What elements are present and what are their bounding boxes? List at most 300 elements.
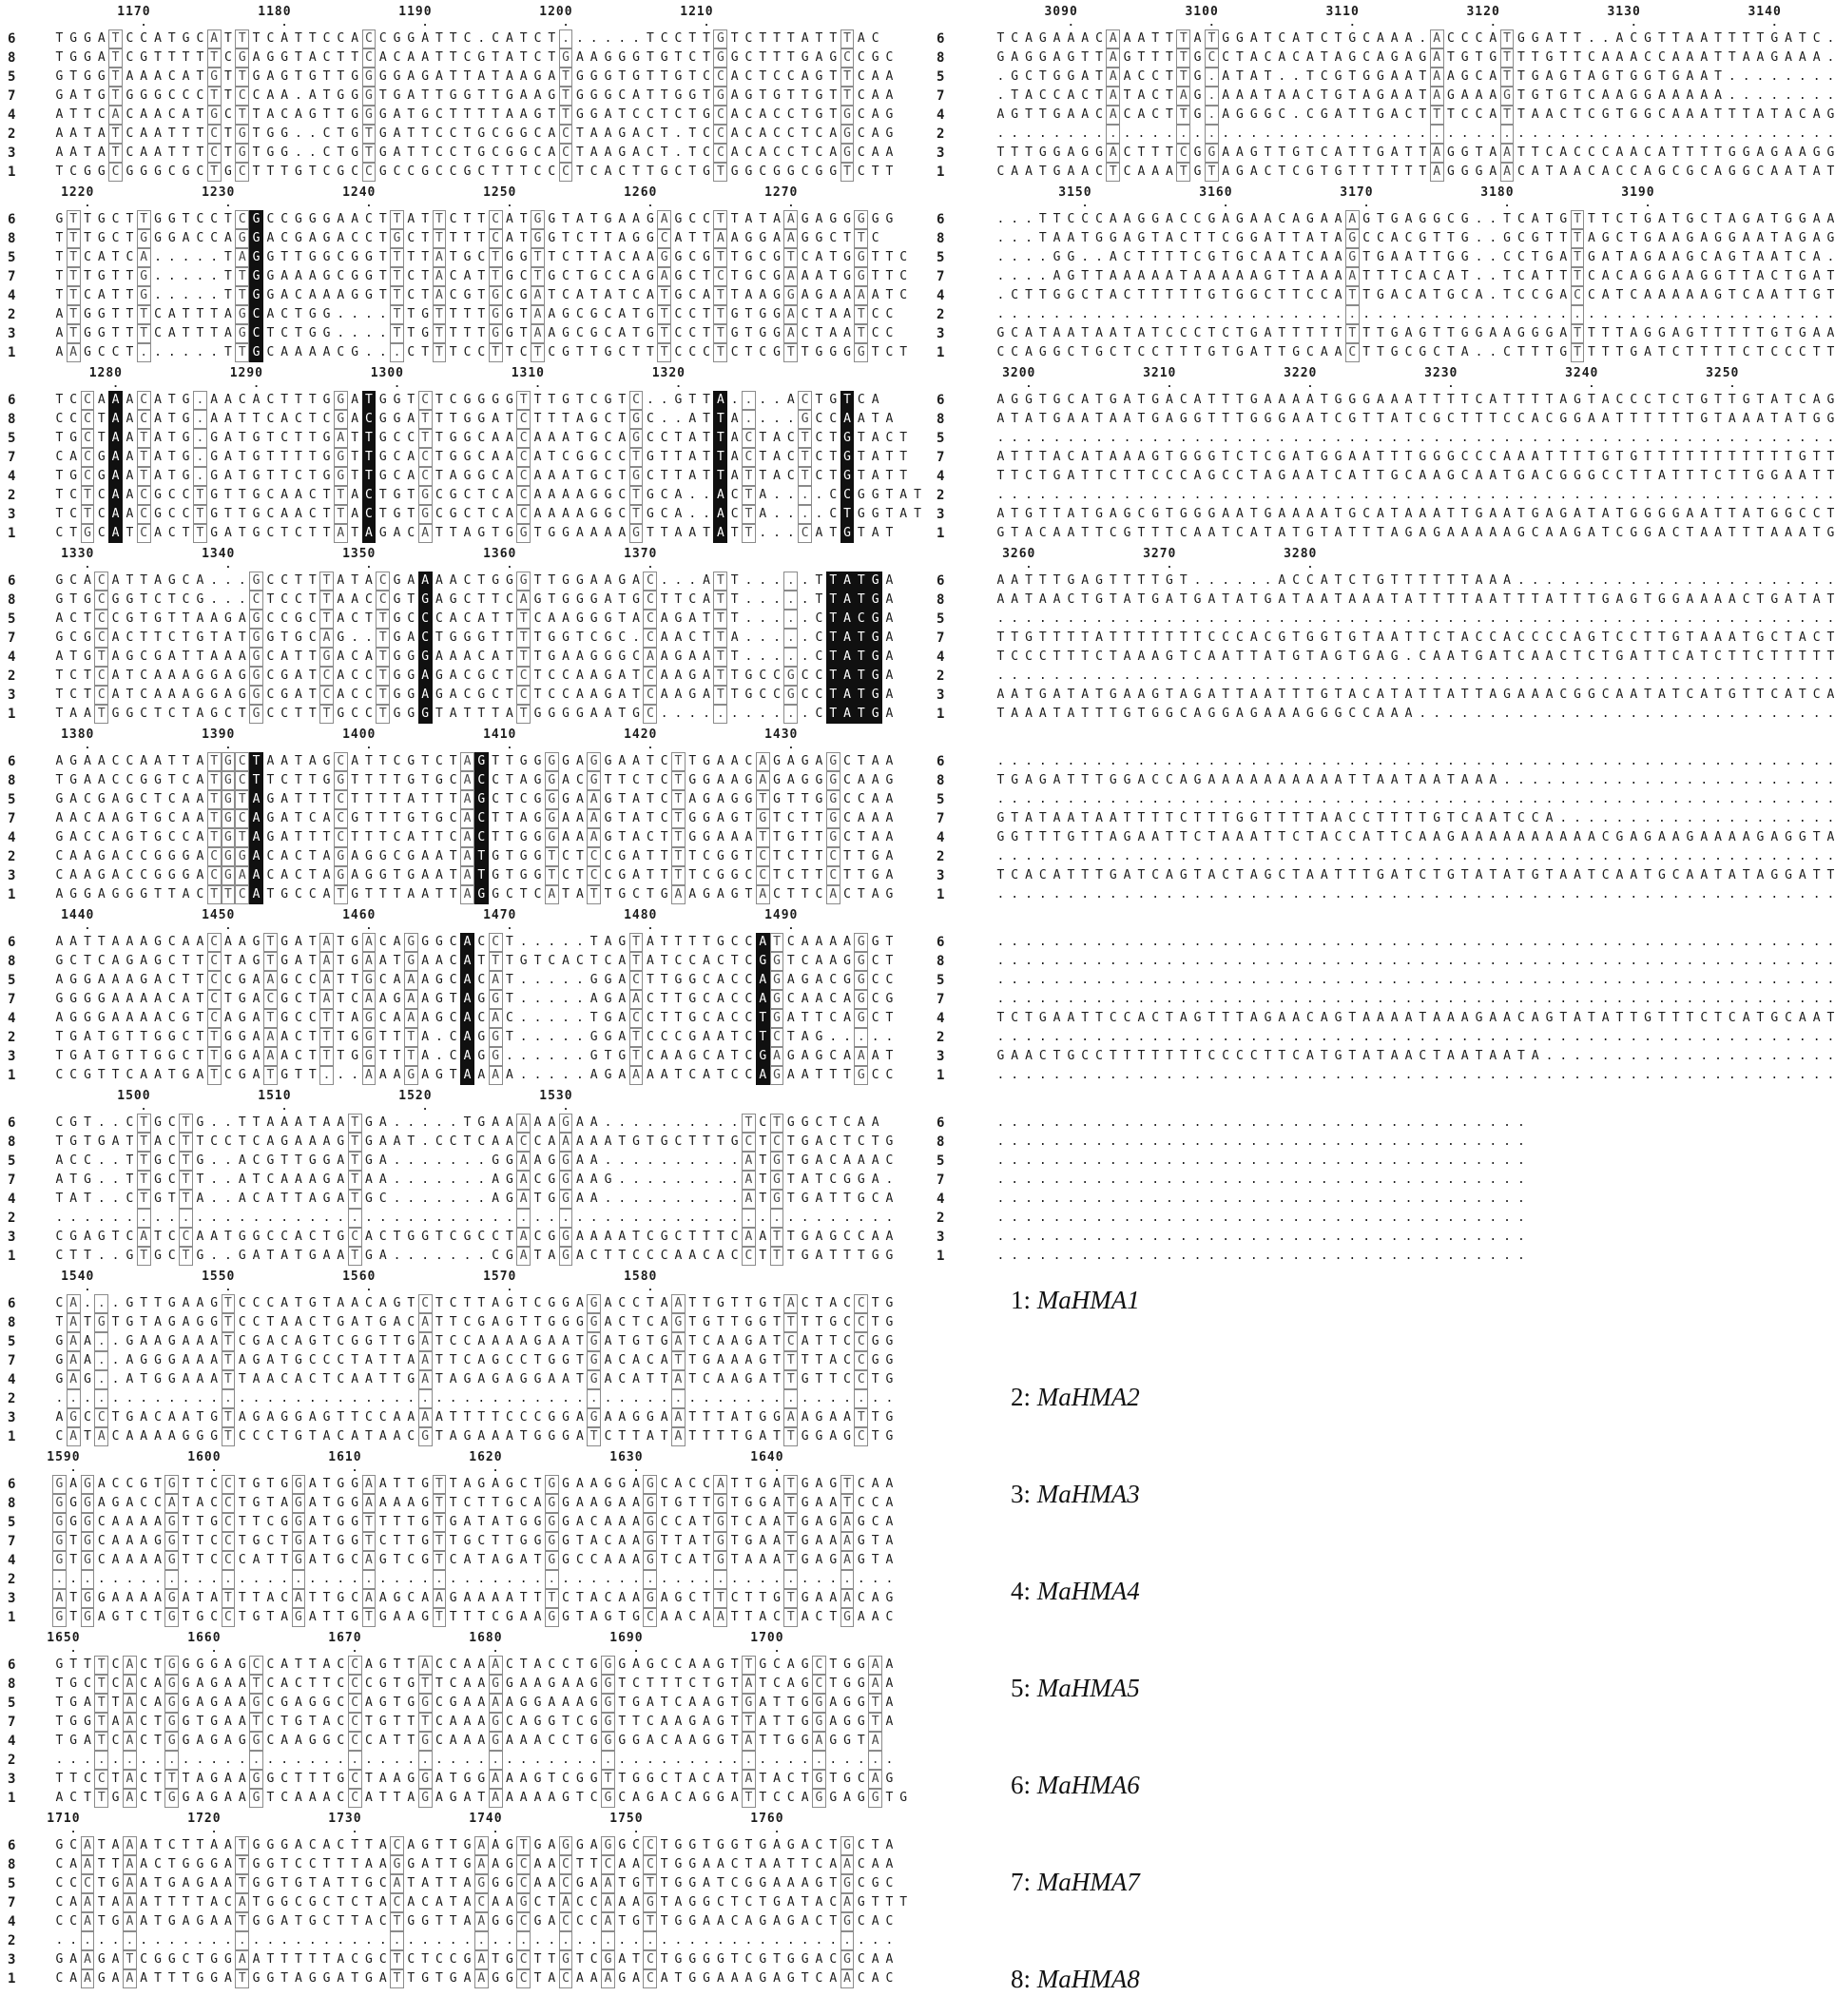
sequence-row-label: 8 <box>937 50 945 66</box>
sequence-row: T C T C A T C A A A G G A G G C G A T C A C C T G G A G A C G C T C T C C A A G A T C A A G A T T G C C G C C T A T G A <box>52 667 897 686</box>
ruler-tick: . <box>1025 558 1033 571</box>
sequence-row: A C T T G A C T G G A G A A G T C A A A C C A T T A G A G A T A A A A A G T C G C A G A C A G G A T T C C A G G A G G T G <box>52 1789 911 1808</box>
sequence-row-label: 8 <box>8 1496 16 1511</box>
sequence-row-label: 4 <box>8 288 16 303</box>
ruler-tick: . <box>365 739 373 751</box>
sequence-row-label: 5 <box>937 792 945 807</box>
sequence-row-label: 4 <box>8 1192 16 1207</box>
sequence-row-label: 8 <box>8 50 16 66</box>
ruler-label: 3170 <box>1340 185 1374 200</box>
sequence-row: C A . . . G T T G A A G T C C C A T G T A A C A G T C T C T T A G T C G G A G A C C T A A T T G T T G T A C T A C C T G <box>52 1294 897 1313</box>
sequence-row: . . . . . . . . . . . . . . . . . . . . . . . . . . . . . . . . . . . . . . <box>996 1134 1525 1149</box>
sequence-row-label: 5 <box>937 611 945 627</box>
sequence-row-label: 5 <box>8 250 16 265</box>
sequence-row-label: 3 <box>937 145 945 161</box>
ruler-label: 1700 <box>750 1631 784 1645</box>
sequence-row-label: 7 <box>937 630 945 646</box>
ruler-tick: . <box>351 1823 358 1835</box>
sequence-row-label: 6 <box>8 573 16 589</box>
sequence-row: T A A T G G C T C T A G C T G C C T T T G C C T G G G T A T T T A T G G G G A A T G C . . . . . . . . . . . C T A T G A <box>52 705 897 724</box>
sequence-row-label: 7 <box>8 450 16 465</box>
ruler-label: 1750 <box>609 1812 644 1826</box>
sequence-row-label: 7 <box>8 992 16 1007</box>
ruler-label: 1290 <box>229 366 263 380</box>
sequence-row: A T G G T T T C A T T T A G C T C T G G . . . . T T G T T T T G G T A A G C G C A T G T C C T T G T G G A C T A A T C C <box>52 324 897 343</box>
sequence-row: . . . . . . . . . . . . . . . . . . . . . . . . . . . . . . . . . . . . . . . . . . . . . . . . . . . . . . . . . . . . <box>52 1751 897 1770</box>
sequence-row: G T T G C T T G G T C C T C G C C G G G A A C T T A T T C T T C A T G G T A T G A A G A G C C T T A T A A G A G G G G G <box>52 210 897 229</box>
sequence-row: A C T C C G T G T T A A G A G C C G C T A C T T G C C C A C A T T T C A A G G G T A C A G A T T T . . . . . C T A C G A <box>52 610 897 629</box>
sequence-row: G C A C A T T A G C A . . . G C C T T T A T A C G A A A A C T G G G T T G G A A G A C . . . A T T . . . . . T T A T G A <box>52 572 897 591</box>
sequence-row: T T C C T A C T T T A G A A G G C T T T G C T A A G G A T G G A A A G T C G G T T G G C T A C A T A T A C T G T G C A G <box>52 1770 897 1789</box>
ruler-tick: . <box>773 1642 781 1655</box>
sequence-row-label: 3 <box>8 507 16 522</box>
sequence-row: A G C C T G A C A A T G T A G A G G A G T T C C A A A A T T T T C C C G G A G A A G G A A T T T A T G G A A G A A T T G <box>52 1408 897 1427</box>
ruler-label: 1610 <box>328 1450 362 1464</box>
sequence-row-label: 7 <box>8 1353 16 1368</box>
legend-item-number: 8: <box>1011 1965 1032 1993</box>
sequence-row-label: 5 <box>8 1334 16 1349</box>
sequence-row-label: 4 <box>937 107 945 123</box>
sequence-row: A T G . . T T G C T T . . A T C A A A G A T A A . . . . . . . A G A C G G A A G . . . . . . . . . A T G T A T C G G A . <box>52 1171 897 1190</box>
sequence-row-label: 2 <box>937 126 945 142</box>
ruler-tick: . <box>562 1100 570 1113</box>
ruler-tick: . <box>1631 16 1637 29</box>
sequence-row-label: 1 <box>8 1429 16 1444</box>
sequence-row-label: 1 <box>8 707 16 722</box>
ruler-tick: . <box>1306 558 1314 571</box>
sequence-row-label: 7 <box>8 88 16 104</box>
ruler-tick: . <box>506 920 513 932</box>
sequence-row: T G G T A A C T G G T G A A T C T G T A C C T G T T T C A A A G C A G G T C G G T T C A A G A G T T A T T G G A G G T A <box>52 1713 897 1732</box>
ruler-tick: . <box>140 16 147 29</box>
ruler-tick: . <box>84 1281 91 1293</box>
ruler-label: 1380 <box>61 727 95 742</box>
sequence-row-label: 3 <box>8 1230 16 1245</box>
ruler-label: 3230 <box>1424 366 1458 380</box>
sequence-row-label: 1 <box>8 1249 16 1264</box>
sequence-row-label: 3 <box>8 145 16 161</box>
sequence-row-label: 1 <box>8 1791 16 1806</box>
sequence-row: A G G G A A A A C G T C A G A T G C C T T A G C A A A G C A C A C . . . . . T G A C C T T G C A C C T G A T T C A G C T <box>52 1009 897 1028</box>
sequence-row-label: 5 <box>8 69 16 85</box>
sequence-row: T G A T G T T G G C T T G G A A A C T T T G G T T T A . C A G G T . . . . . G G A T C C C G A A T C T C T A G . . . . . <box>52 1028 897 1047</box>
sequence-row-label: 2 <box>8 1211 16 1226</box>
ruler-label: 1240 <box>342 185 377 200</box>
sequence-row-label: 1 <box>8 1610 16 1625</box>
sequence-row-label: 2 <box>8 1572 16 1587</box>
sequence-row: . . . . . . . . . . . . . . . . . . . . . . . . . . . . . . . . . . . . . . . . . . . . . . . . . . . . . . . . . . . . <box>996 1030 1835 1044</box>
sequence-row-label: 7 <box>8 630 16 646</box>
sequence-row-label: 3 <box>8 1049 16 1064</box>
sequence-row: G C G C A C T T C T G T A T G G T G C A G . . T G A C T G G G T T T T G G T C G C . C A A C T T A . . . . . C T A T G A <box>52 629 897 648</box>
sequence-row-label: 2 <box>8 669 16 684</box>
ruler-label: 1530 <box>539 1089 573 1103</box>
sequence-row: C G T . . C T G C T G . . T T A A A T A A T G A . . . . . T G A A A A A G A A . . . . . . . . . . T C T G G C T C A A <box>52 1114 882 1133</box>
sequence-row: C A A T A A A T T T T A C A T G G C G C T C T A C A C A T A C A A G C T A C C A A A G T A G G C T C T G A T A C A G T T T <box>52 1893 911 1912</box>
ruler-label: 1280 <box>88 366 123 380</box>
ruler-label: 1460 <box>342 908 377 922</box>
sequence-row: G A A C T G C C T T T T T T T C C C C T T C A T G T A T A A C T A A T A A T A . . . . . . . . . . . . . . . . . . . . . <box>996 1049 1835 1063</box>
ruler-label: 1420 <box>624 727 658 742</box>
sequence-row-label: 8 <box>937 412 945 427</box>
ruler-tick: . <box>140 1100 147 1113</box>
sequence-row-label: 2 <box>8 488 16 503</box>
ruler-tick: . <box>280 1100 288 1113</box>
ruler-tick: . <box>787 739 795 751</box>
sequence-row-label: 8 <box>8 592 16 608</box>
ruler-label: 3210 <box>1143 366 1177 380</box>
ruler-tick: . <box>1503 197 1511 209</box>
sequence-row: . . . . . . . . . . . . . . . . . . . . . . . . . . . . . . . . . . . . . . <box>996 1249 1525 1263</box>
ruler-label: 3270 <box>1143 547 1177 561</box>
sequence-row-label: 1 <box>8 345 16 360</box>
sequence-row: . . . . . . . . . . . . . . . . . . . . . . . . . . . . . . . . . . . . . . . . . . . . . . . . . . . . . . . . . . . . <box>996 1068 1835 1082</box>
ruler-label: 1490 <box>764 908 799 922</box>
sequence-row-label: 6 <box>8 393 16 408</box>
ruler-tick: . <box>703 16 710 29</box>
legend-item-number: 2: <box>1011 1383 1032 1411</box>
sequence-row-label: 4 <box>8 469 16 484</box>
ruler-tick: . <box>1166 378 1173 390</box>
sequence-row: . . . . . . . . . . . . . . . . . . . . . . . . . . . . . . . . . . . . . . . . . . . . . . . . . . . . . . . . . . . . <box>996 792 1835 806</box>
sequence-row-label: 8 <box>8 231 16 246</box>
sequence-row: G T G A G T C T G T G C C T G T A G A T T G T G A A G T T T T C G A A G G T A G T G C A A C A A T T A C T A C T G A A C <box>52 1608 897 1627</box>
ruler-tick: . <box>224 197 232 209</box>
legend-item-number: 3: <box>1011 1480 1032 1508</box>
ruler-tick: . <box>1349 16 1356 29</box>
sequence-row: A A T T T G A G T T T T G T . . . . . . A C C A T C T G T T T T T T A A A . . . . . . . . . . . . . . . . . . . . . . . <box>996 573 1835 588</box>
sequence-row-label: 1 <box>937 1249 945 1264</box>
sequence-row: T C G G C G G G C G C T G C T T T G T C G C C G C C G C C G C T T T C C C T C A C T T G C T G T G G C G G C G G T C T T <box>52 163 897 182</box>
sequence-row: A A T T A A A G C A A C A A G T G A T A T G A C A G G G C A C C T . . . . . T A G T A T T T T G C C A T C A A A A G G T <box>52 933 897 952</box>
sequence-row: T G A A C C G G T C A T G C T T C T T G G T T T T G T G C A C C T A G G A C G T T C T C T G G A A G A G A G G G C A A G <box>52 771 897 790</box>
sequence-row: A T G G A A A A G A T A T T T A C A T T G C A A G C A A G A A A A T T T C T A C A A G A G C T T C T T G T G A A A C A G <box>52 1589 897 1608</box>
ruler-label: 1480 <box>624 908 658 922</box>
ruler-label: 1500 <box>117 1089 151 1103</box>
ruler-tick: . <box>1447 378 1455 390</box>
ruler-tick: . <box>224 739 232 751</box>
ruler-tick: . <box>1362 197 1370 209</box>
sequence-row: G A C C A G T G C C A T G T A G A T T T C T T T C A T T C A C T T G G G A A A G T A C T T G G A A A T T G T T G C T A A <box>52 828 897 847</box>
sequence-row-label: 2 <box>8 1030 16 1045</box>
sequence-row: C A A G A C C G G G A C G G A C A C T A G A G G C G A A T A T G T G G T C T C C G A T T T T C G G T C T C T T C T T G A <box>52 847 897 866</box>
ruler-tick: . <box>421 16 429 29</box>
legend-item-gene: MaHMA1 <box>1036 1286 1140 1314</box>
sequence-row: . C T T G G C T A C T T T T T G T G G C T T C C A T T G A C A T G C A . T C C G A C C A T C A A A A A G T C A A T T G T <box>994 286 1835 305</box>
sequence-row-label: 4 <box>937 469 945 484</box>
sequence-row-label: 2 <box>8 849 16 864</box>
sequence-row-label: 4 <box>8 1553 16 1568</box>
ruler-label: 1690 <box>609 1631 644 1645</box>
sequence-row-label: 5 <box>8 611 16 627</box>
sequence-row: A T G T T A T G A G C G T G G G A A T G A A A A T G C A T A A A T T G A A T G A G A T A T G G G G A A T T A T G G C C T <box>996 507 1835 521</box>
sequence-row-label: 8 <box>937 773 945 788</box>
ruler-label: 1370 <box>624 547 658 561</box>
sequence-row: G C A T A A A T C T T A A T G G G A C A C T T A C A G T T G A A G T G A G G A G G C C T G G T G G T G A G A C T G C T A <box>52 1836 897 1855</box>
sequence-row: . . . . . . . . . . . . . . . . . . . . . . . . . . . . . . . . . . . . . . . . . . . . . . . . . . . . . . . . . . . . <box>996 611 1835 626</box>
sequence-row: G G G G A A A A C A T C T G A C G C T A T C A A G A A G T A G G T . . . . . A G A A C T T G C A C C A G C A A C A G C G <box>52 990 897 1009</box>
ruler-label: 1670 <box>328 1631 362 1645</box>
sequence-row: G C A T A A T A A T A T C C C T C T G A T T T T T T T T G A G T T G G A A G G G A T T T T A G G A G T T T T T G T G A A <box>994 324 1835 343</box>
ruler-label: 1190 <box>398 5 433 19</box>
ruler-label: 3160 <box>1199 185 1233 200</box>
sequence-row-label: 5 <box>8 431 16 446</box>
sequence-row-label: 3 <box>937 1230 945 1245</box>
sequence-row-label: 3 <box>8 326 16 341</box>
sequence-row: . . . . . . . . . . . . . . . . . . . . . . . . . . . . . . . . . . . . . . . . . . . . . . . . . . . . . . . . . . . . <box>52 1209 897 1228</box>
ruler-tick: . <box>280 16 288 29</box>
sequence-row: T G G A T C C A T G C A T T T C A T T C C A C C G G A T T C . C A T C T . . . . . . T C C T T G T C T T T A T T T A C <box>52 29 882 48</box>
sequence-row: T G C T C A C A G G A G A A T C A C T T C C C G T G T T C A A G G A A G A A G G T C T T T C T G T A T C A G C T G G A A <box>52 1675 897 1694</box>
ruler-label: 3120 <box>1466 5 1500 19</box>
sequence-row: . . . . . . . . . . . . . . . . . . . . . . . . . . . . . . . . . . . . . . <box>996 1192 1525 1206</box>
sequence-row: C C C T A A C A T G . A A T T C A C T C G A C G G A T T T G G A T C T T T A G C T G C . . A T T A . . . . G C C A A T A <box>52 410 897 429</box>
sequence-row-label: 7 <box>937 992 945 1007</box>
sequence-row: G T A T A A T A A T T T T C T T T G G T T T T A A C C T T T T G T C A A T C C A . . . . . . . . . . . . . . . . . . . . <box>996 811 1835 825</box>
ruler-tick: . <box>253 378 260 390</box>
sequence-row: . T A C C A C T A T A C T A G . A A A T A A C T G T A G A A T A G A A A G T G T G T C A A G G A A A A A . . . . . . . . <box>994 87 1835 106</box>
ruler-label: 1440 <box>61 908 95 922</box>
ruler-label: 1600 <box>187 1450 222 1464</box>
sequence-row: . . . . . . . . . . . . . . . . . . . . . . . . . . . . . . . . . . . . . . . . . . . . . . . . . . . . . . . . . . . . <box>996 669 1835 683</box>
sequence-row: . . . . . . . . . . . . . . . . . . . . . . . . . . . . . . . . . . . . . . . . . . . . . . . . . . . . . . . . . . . . <box>996 954 1835 968</box>
sequence-row-label: 1 <box>8 1068 16 1083</box>
sequence-row-label: 5 <box>937 69 945 85</box>
sequence-row: . . . . . . . . . . . . . . . . . . . . . . . . . . . . . . . . . . . . . . . . . . . . . . . . . . . . . . . . . . . . <box>996 488 1835 502</box>
legend-item-gene: MaHMA6 <box>1036 1771 1140 1799</box>
sequence-row: G C T C A G A G C T T C T A G T G A T A T G A A T G A A C A T T T G T C A C T C A T A T C C A C T C G G T C A A G G C T <box>52 952 897 971</box>
sequence-row: C A T A C A A A A G G G T C C C T G T A C A T A A C G T A G A A A T G G G A T C T T A T A T T T T G A T T G G A G C T G <box>52 1427 897 1446</box>
sequence-row-label: 5 <box>937 973 945 988</box>
ruler-label: 3220 <box>1284 366 1318 380</box>
ruler-label: 1510 <box>258 1089 292 1103</box>
sequence-row: C C C T G A A T G A G A A T G G T G T A T T G C A T A T T A G G G C A A C G A A T G T T G G A T C G G A A A G T G C G C <box>52 1874 897 1893</box>
ruler-tick: . <box>84 739 91 751</box>
ruler-tick: . <box>69 1823 77 1835</box>
ruler-label: 1410 <box>483 727 517 742</box>
sequence-row-label: 8 <box>8 954 16 969</box>
sequence-row-label: 8 <box>8 773 16 788</box>
sequence-row: . . . . . . . . . . . . . . . . . . . . . . . . . . . . . . . . . . . . . . . . . . . . . . . . . . . . . . . . . . . . <box>994 125 1835 144</box>
sequence-row-label: 7 <box>937 811 945 826</box>
sequence-row: A A T A T C A A T T T C T G T G G . . C T G T G A T T C C T G C G G C A C T A A G A C T . T C C A C A C C T C A G C A G <box>52 125 897 144</box>
sequence-row-label: 6 <box>937 31 945 47</box>
ruler-label: 1760 <box>750 1812 784 1826</box>
sequence-row-label: 8 <box>8 1677 16 1692</box>
sequence-row-label: 4 <box>937 649 945 665</box>
sequence-row-label: 3 <box>8 1591 16 1606</box>
ruler-tick: . <box>506 1281 513 1293</box>
sequence-row: T T T G T T G . . . . . T T G G A A A G C G G T T C T A C A T T G C T G C T G C C A G A G C T C T G C G A A A T G G T T C <box>52 267 911 286</box>
ruler-label: 1400 <box>342 727 377 742</box>
sequence-row-label: 6 <box>937 1115 945 1131</box>
sequence-row: T G A T G T T G G C T T G G A A A C T T T G G T T T A . C A G G . . . . . . G T G T C A A G C A T C G A G A G C A A A T <box>52 1047 897 1066</box>
ruler-label: 1390 <box>202 727 236 742</box>
ruler-label: 1220 <box>61 185 95 200</box>
sequence-row-label: 3 <box>937 1049 945 1064</box>
sequence-row: T G C G A A T A T G . G A T G T T C T G G T T G C A C T A G G C A C A A A T G C T G C T T A T T A T T A C T C T G T A T T <box>52 467 911 486</box>
legend-item-gene: MaHMA5 <box>1036 1674 1140 1702</box>
sequence-row-label: 6 <box>8 1838 16 1853</box>
legend-item <box>1011 1480 1140 1509</box>
sequence-row: G T G C A A A G G T T C C T G C T G A T G G T C T T G T T G C T T G G G G T A C A A G T T A T G T G A A T G A A A G T A <box>52 1532 897 1551</box>
sequence-row-label: 8 <box>937 954 945 969</box>
sequence-row-label: 8 <box>8 1857 16 1872</box>
sequence-row: G A T G T G G G C C C T T C C A A . A T G G G T G A T T G G T T G A A G T G G G C A T T G G T G A G T G T T G T T C A A <box>52 87 897 106</box>
sequence-row: . . . . . . . . . . . . . . . . . . . . . . . . . . . . . . . . . . . . . . . . . . . . . . . . . . . . . . . . . . . . <box>996 935 1835 949</box>
sequence-row: C A A T G A A C T C A A A T G T A G A C T C G T G T T T T T T A G G G A A C A T A A C A C C A G C G C A G G C A A T A T <box>994 163 1835 182</box>
sequence-row: . . . . . . . . . . . . . . . . . . . . . . . . . . . . . . . . . . . . . . . . . . . . . . . . . . . . . . . . . . . . <box>52 1389 897 1408</box>
ruler-label: 1310 <box>511 366 545 380</box>
sequence-row-label: 2 <box>937 1030 945 1045</box>
ruler-label: 1630 <box>609 1450 644 1464</box>
ruler-label: 1650 <box>47 1631 81 1645</box>
legend-item-number: 5: <box>1011 1674 1032 1702</box>
sequence-row: T T C A T C A . . . . . T A G G T T G G C G G T T T T A T G C T G G T T C T T A C A A G G C G T T G C G T C A T G G T T C <box>52 248 911 267</box>
ruler-tick: . <box>492 1823 499 1835</box>
sequence-row: G G T T T G T T A G A A T T C T A A A T T C T A C C A T T C A A G A A A A A A A A A A C G A G A A G A A A A G A G G T A <box>996 830 1835 844</box>
sequence-row: A T G G T T T C A T T T A G C A C T G G . . . . T T G T T T T G G T A A G C G C A T G T C C T T G T G G A C T A A T C C <box>52 305 897 324</box>
ruler-label: 3190 <box>1621 185 1655 200</box>
sequence-row-label: 6 <box>8 754 16 769</box>
sequence-row-label: 6 <box>937 754 945 769</box>
ruler-label: 1730 <box>328 1812 362 1826</box>
sequence-row-label: 2 <box>937 849 945 864</box>
sequence-row: T T C A T T G . . . . . T T G G A C A A A G G T T C T A C G T G C G A T C A T A T C A T G C A T T A A G G A G A A A A T C <box>52 286 911 305</box>
sequence-row-label: 2 <box>937 669 945 684</box>
sequence-row: G A G A C C G T G T T C C T G T G G A T G G A A T T G T T A G A G C T G G A A G G A G C A C C A T T G A T G A G T C A A <box>52 1475 897 1494</box>
ruler-label: 1260 <box>624 185 658 200</box>
legend-item <box>1011 1383 1140 1412</box>
sequence-row: . . . . . . . . . . . . . . . . . . . . . . . . . . . . . . . . . . . . . . . . . . . . . . . . . . . . . . . . . . . . <box>996 887 1835 901</box>
sequence-row-label: 7 <box>937 269 945 284</box>
sequence-row: T T T G C T G G G A C C A G G A C G A G A C C T G C T T T T T C A T G G T C T T A G G C A T T A A G G A A G G C T T C <box>52 229 882 248</box>
sequence-row: T C T C A T C A A A G G A G G C G A T C A C C T G G A G A C G C T C T C C A A G A T C A A G A T T G C C G C C T A T G A <box>52 686 897 705</box>
ruler-label: 1710 <box>47 1812 81 1826</box>
sequence-row: T G A G A T T T G G A C C A G A A A A A A A A A A T T A A T A A T A A A . . . . . . . . . . . . . . . . . . . . . . . . <box>996 773 1835 787</box>
ruler-tick: . <box>562 16 570 29</box>
ruler-label: 3110 <box>1325 5 1360 19</box>
sequence-row-label: 1 <box>8 526 16 541</box>
sequence-row-label: 7 <box>8 1173 16 1188</box>
sequence-row-label: 4 <box>8 1011 16 1026</box>
sequence-row-label: 5 <box>937 250 945 265</box>
ruler-tick: . <box>351 1642 358 1655</box>
legend-item <box>1011 1286 1140 1315</box>
ruler-tick: . <box>1025 378 1033 390</box>
legend-item-gene: MaHMA4 <box>1036 1577 1140 1605</box>
sequence-row-label: 5 <box>8 792 16 807</box>
legend-item-gene: MaHMA3 <box>1036 1480 1140 1508</box>
sequence-row-label: 4 <box>937 288 945 303</box>
sequence-row: . . . T A A T G G A G T A C T T C G G A T T A T A G C C A C G T T G . . G C G T T T A G C T G A A G A G G A A T A G A G <box>994 229 1835 248</box>
ruler-label: 3200 <box>1002 366 1036 380</box>
ruler-label: 1540 <box>61 1270 95 1284</box>
ruler-label: 1640 <box>750 1450 784 1464</box>
sequence-row: T C T G A A T T C C A C T A G T T T A G A A C A G T A A A A T A A A G A A C A G T A T A T T G T T T C T C A T G C A A T <box>996 1011 1835 1025</box>
sequence-row-label: 4 <box>8 830 16 845</box>
ruler-tick: . <box>492 1462 499 1474</box>
sequence-row: . G C T G G A T A A C C T T G . A T A T . . T C G T G G A A T A A G C A T T G A G T A G T G G T G A A T . . . . . . . . <box>994 68 1835 87</box>
sequence-row-label: 2 <box>937 1211 945 1226</box>
sequence-row-label: 8 <box>937 1134 945 1150</box>
sequence-row-label: 4 <box>8 1914 16 1929</box>
ruler-label: 1340 <box>202 547 236 561</box>
sequence-row: G A G . . A T G G A A A T T A A C A C T C A A T T G A T A G A G A G G A A T G A C A T T A T C A A G A T T G T T C C T G <box>52 1370 897 1389</box>
sequence-row-label: 3 <box>8 1410 16 1425</box>
sequence-row-label: 3 <box>937 688 945 703</box>
legend-item <box>1011 1577 1140 1606</box>
sequence-row: C T T . . G T G C T G . . G A T A T G A A T G A . . . . . . . C G A T A G A C T T C C C A A C A C C T T T G A T T T G G <box>52 1247 897 1266</box>
ruler-tick: . <box>1729 378 1736 390</box>
sequence-row-label: 8 <box>8 1315 16 1330</box>
sequence-row: . . . . . . . . . . . . . . . . . . . . . . . . . . . . . . . . . . . . . . <box>996 1230 1525 1244</box>
sequence-row-label: 1 <box>8 887 16 902</box>
ruler-label: 1590 <box>47 1450 81 1464</box>
sequence-row: T G A T T A C A G G A G A A G C G A G G C C A G T G G C G A A A A G G A A A G G T G A T C A A G T G A T T G G A G G T A <box>52 1694 897 1713</box>
ruler-label: 1450 <box>202 908 236 922</box>
sequence-row: A G G A A A G A C T T C C G A A G C C A T T G C A A A G C A C A T . . . . . G G A C T T G G C A C C A G A G A C G G C C <box>52 971 897 990</box>
sequence-row: G T G C A A A A G T T C C C A T T G A T G C A G T C G T C A T A G A T G G C C A A A G T C A T G T A A A T G A G A G T A <box>52 1551 897 1570</box>
ruler-label: 1250 <box>483 185 517 200</box>
sequence-row: G T G C G G T C T C G . . . C T C C T T A A C C G T G A G C T T C A G T G G G A T G C T T C A T T . . . . . T T A T G A <box>52 591 897 610</box>
ruler-tick: . <box>84 558 91 571</box>
sequence-row-label: 5 <box>937 1153 945 1169</box>
sequence-row-label: 3 <box>8 1952 16 1968</box>
ruler-tick: . <box>210 1462 218 1474</box>
ruler-label: 1350 <box>342 547 377 561</box>
ruler-tick: . <box>787 920 795 932</box>
sequence-row-label: 2 <box>8 1391 16 1406</box>
sequence-row: T G A T C A C T G G A G A G G C A A G G C C C A T T G C A A A G A A A C C T G G G G A C A A G G T A T T G G A G G T A <box>52 1732 882 1751</box>
sequence-row: . . . . . . . . . . . . . . . . . . . . . . . . . . . . . . . . . . . . . . . . . . . . . . . . . . . . . . . . . . . . <box>996 992 1835 1006</box>
ruler-label: 1210 <box>680 5 714 19</box>
sequence-row: T T G T T T T A T T T T T T T C C C A C G T G G T G T A A T T C T A C C A C C C C A G T C C T T G T A A A T G C T A C T <box>996 630 1835 645</box>
ruler-tick: . <box>365 197 373 209</box>
legend-item <box>1011 1868 1140 1897</box>
sequence-row: T G T G A T T A C T T C C T C A G A A A G T G A A T . C C T C A A C C A A A A A T G T G C T T T G C T C T G A C T C T G <box>52 1133 897 1152</box>
ruler-label: 1470 <box>483 908 517 922</box>
sequence-row-label: 3 <box>937 868 945 883</box>
legend-item-number: 7: <box>1011 1868 1032 1896</box>
sequence-row-label: 5 <box>8 1696 16 1711</box>
sequence-row: A T T T A C A T A A A G T G G G T C T C G A T G G A A T T T G G G C C C A A A T T T T G T G T T T T T T T T T T T G T T <box>996 450 1835 464</box>
ruler-label: 1320 <box>651 366 686 380</box>
sequence-row: G G G A G A C C A T A C C T G T A G A T G G A A A A G T T C T T G C A G G A A G A A G T G T T G T G G A T G A A T C C A <box>52 1494 897 1513</box>
sequence-row-label: 4 <box>8 1734 16 1749</box>
sequence-row-label: 3 <box>937 326 945 341</box>
sequence-row: C G A G T C A T C C A A T G G C C A C T G C A C T G G T C G C C T A C G G A A A A T C G C T T T C A A T T G A G C C A A <box>52 1228 897 1247</box>
ruler-label: 1560 <box>342 1270 377 1284</box>
sequence-row: . . . T T C C C A A G G A C C G A G A A C A G A A A G T G A G G C G . . T C A T G T T T C T G A T G C T A G A T G G A A <box>994 210 1835 229</box>
sequence-row-label: 1 <box>937 887 945 902</box>
sequence-row: T C C A A A C A T G . A A C A C T T T G G A T G G T C T C G G G G T T T G T C G T C . . G T T A . . . . A C T G T C A <box>52 391 882 410</box>
ruler-tick: . <box>632 1642 640 1655</box>
sequence-row: A T A T G A A T A A T G A G G T T T G G G A A T C G T T A T C G C T T T C C A C G G A A T T T T T T G T A A A T A T G G <box>996 412 1835 426</box>
ruler-tick: . <box>632 1823 640 1835</box>
sequence-row: G T T T C A C T G G G G A G C C A T T A C C A G T T A C C A A A C T A C C T G G G A G C C A A G T T G C A G C T G G A A <box>52 1656 897 1675</box>
ruler-tick: . <box>506 739 513 751</box>
ruler-label: 1570 <box>483 1270 517 1284</box>
sequence-row: G T G G T A A A C A T G T T G A G T G T T G G G G A G A T T A T A A G A T G G G T G T T G T C C A C T C C A G T T C A A <box>52 68 897 87</box>
sequence-row-label: 6 <box>8 212 16 227</box>
sequence-row: C C A T G A A T G A G A A T G G A T G C T T A C T G G T T A A G G C G A C C C A T G T T G G A A C A G A G A C T G C A C <box>52 1912 897 1931</box>
sequence-row: T C T C A A C G C C T G T T G C A A C T T A C T G T G C G C T C A C A A A A G G C T G C A . . A C T A . . . . C C G G T A T <box>52 486 924 505</box>
sequence-row-label: 2 <box>937 307 945 322</box>
sequence-row-label: 6 <box>8 1657 16 1673</box>
sequence-row: C A A T T A A C T G G G A T G G T C C T T T A A G G A T T G A A G C A A C T T C A A C T G G A A C T A A T T C A A C A A <box>52 1855 897 1874</box>
ruler-label: 1620 <box>469 1450 503 1464</box>
